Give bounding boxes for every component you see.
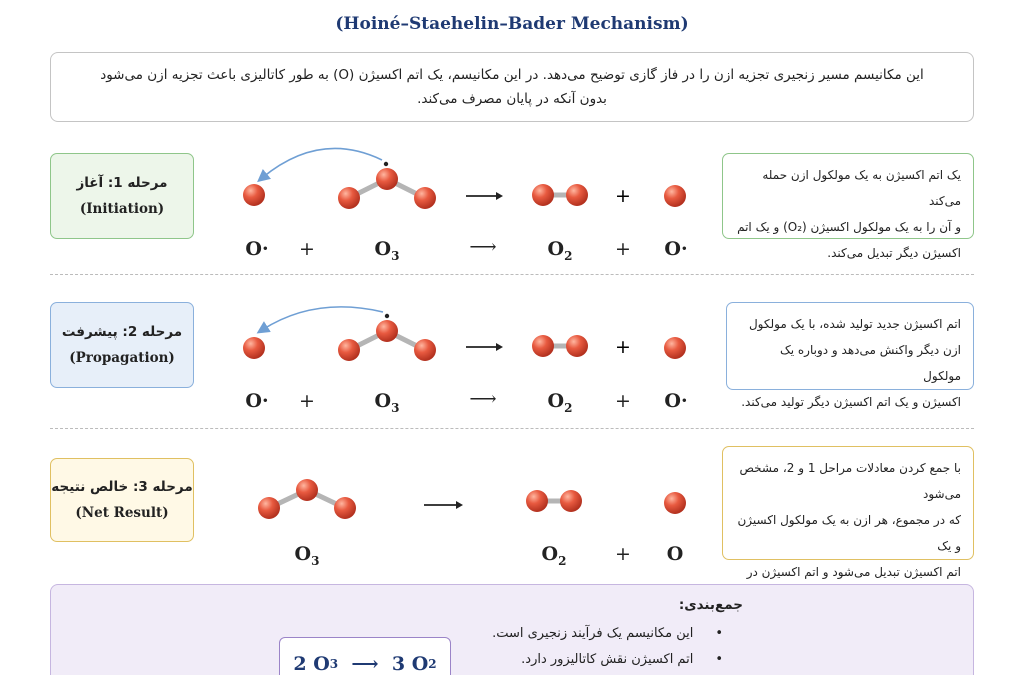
desc-line: اتم اکسیژن تبدیل می‌شود و اتم اکسیژن در	[746, 565, 961, 579]
desc-line: با جمع کردن معادلات مراحل 1 و 2، مشخص می‌شود	[739, 461, 961, 501]
summary-list	[492, 621, 723, 673]
ozone-molecule	[258, 479, 356, 519]
radical-dot	[385, 314, 389, 318]
ozone-molecule	[338, 320, 436, 361]
reaction-arrow	[466, 343, 503, 351]
net-equation-box: 2 O 3 ⟶ 3 O 2	[279, 637, 451, 675]
eq-reactant-oxygen-radical: O·	[245, 238, 269, 260]
eq-product-oxygen-radical: O·	[664, 390, 688, 412]
eq-reactant-oxygen-radical: O·	[245, 390, 269, 412]
eq-plus: +	[299, 238, 315, 260]
step-3-title: مرحله 3: خالص نتیجه	[51, 479, 193, 495]
ozone-molecule	[338, 168, 436, 209]
plus-sign: +	[615, 185, 631, 207]
oxygen-molecule	[526, 490, 582, 512]
intro-line-2: بدون آنکه در پایان مصرف می‌کند.	[417, 91, 607, 107]
step-1-title: مرحله 1: آغاز	[76, 175, 168, 191]
eq-product-oxygen: $O_2$	[547, 238, 573, 263]
oxygen-atom	[243, 184, 265, 206]
eq-arrow: ⟶	[469, 236, 497, 258]
eq-product-oxygen: $O_2$	[541, 543, 567, 568]
reaction-arrow	[424, 501, 463, 509]
summary-point: • اتم اکسیژن نقش کاتالیزور دارد.	[492, 647, 723, 673]
desc-line: که در مجموع، هر ازن به یک مولکول اکسیژن و یک	[737, 513, 961, 553]
desc-line: اتم اکسیژن جدید تولید شده، با یک مولکول	[748, 317, 961, 331]
summary-point: • این مکانیسم یک فرآیند زنجیری است.	[492, 621, 723, 647]
summary-box	[50, 584, 974, 675]
plus-sign: +	[615, 336, 631, 358]
desc-line: یک اتم اکسیژن به یک مولکول ازن حمله می‌کند	[762, 168, 961, 208]
eq-arrow: ⟶	[469, 388, 497, 410]
page-title: (Hoiné–Staehelin–Bader Mechanism)	[335, 14, 689, 34]
oxygen-molecule	[532, 184, 588, 206]
eq-coefficient: 3	[391, 653, 406, 675]
step-1-subtitle: (Initiation)	[79, 201, 165, 217]
oxygen-atom	[664, 337, 686, 359]
desc-line: اکسیژن دیگر تبدیل می‌کند.	[827, 246, 961, 260]
summary-title: جمع‌بندی:	[678, 597, 743, 613]
eq-reactant-ozone: $O_3$	[294, 543, 320, 568]
attack-arc	[262, 148, 382, 178]
eq-product-oxygen: $O_2$	[547, 390, 573, 415]
desc-line: و آن را به یک مولکول اکسیژن (O₂) و یک اتم	[737, 220, 961, 234]
oxygen-atom	[664, 185, 686, 207]
eq-coefficient: 2	[293, 653, 307, 675]
eq-arrow: ⟶	[351, 653, 379, 675]
eq-product-oxygen-radical: O·	[664, 238, 688, 260]
desc-line: اکسیژن و یک اتم اکسیژن دیگر تولید می‌کند.	[741, 395, 961, 409]
attack-arc	[262, 307, 383, 330]
eq-reactant-ozone: $O_3$	[374, 238, 400, 263]
radical-dot	[384, 162, 388, 166]
step-3-subtitle: (Net Result)	[75, 505, 169, 521]
desc-line: ازن دیگر واکنش می‌دهد و دوباره یک مولکول	[779, 343, 961, 383]
reaction-arrow	[466, 192, 503, 200]
intro-line-1: این مکانیسم مسیر زنجیری تجزیه ازن را در فاز گازی توضیح می‌دهد. در این مکانیسم، یک اتم اکسیژن (O) به طور کاتالیزی باعث تجزیه ازن می‌شود	[100, 67, 924, 83]
eq-plus: +	[615, 238, 631, 260]
eq-product-oxygen-atom: O	[666, 543, 684, 565]
eq-plus: +	[299, 390, 315, 412]
eq-plus: +	[615, 543, 631, 565]
oxygen-atom	[664, 492, 686, 514]
eq-plus: +	[615, 390, 631, 412]
step-2-subtitle: (Propagation)	[69, 350, 175, 366]
step-2-title: مرحله 2: پیشرفت	[61, 324, 183, 340]
oxygen-atom	[243, 337, 265, 359]
eq-reactant-ozone: $O_3$	[374, 390, 400, 415]
oxygen-molecule	[532, 335, 588, 357]
